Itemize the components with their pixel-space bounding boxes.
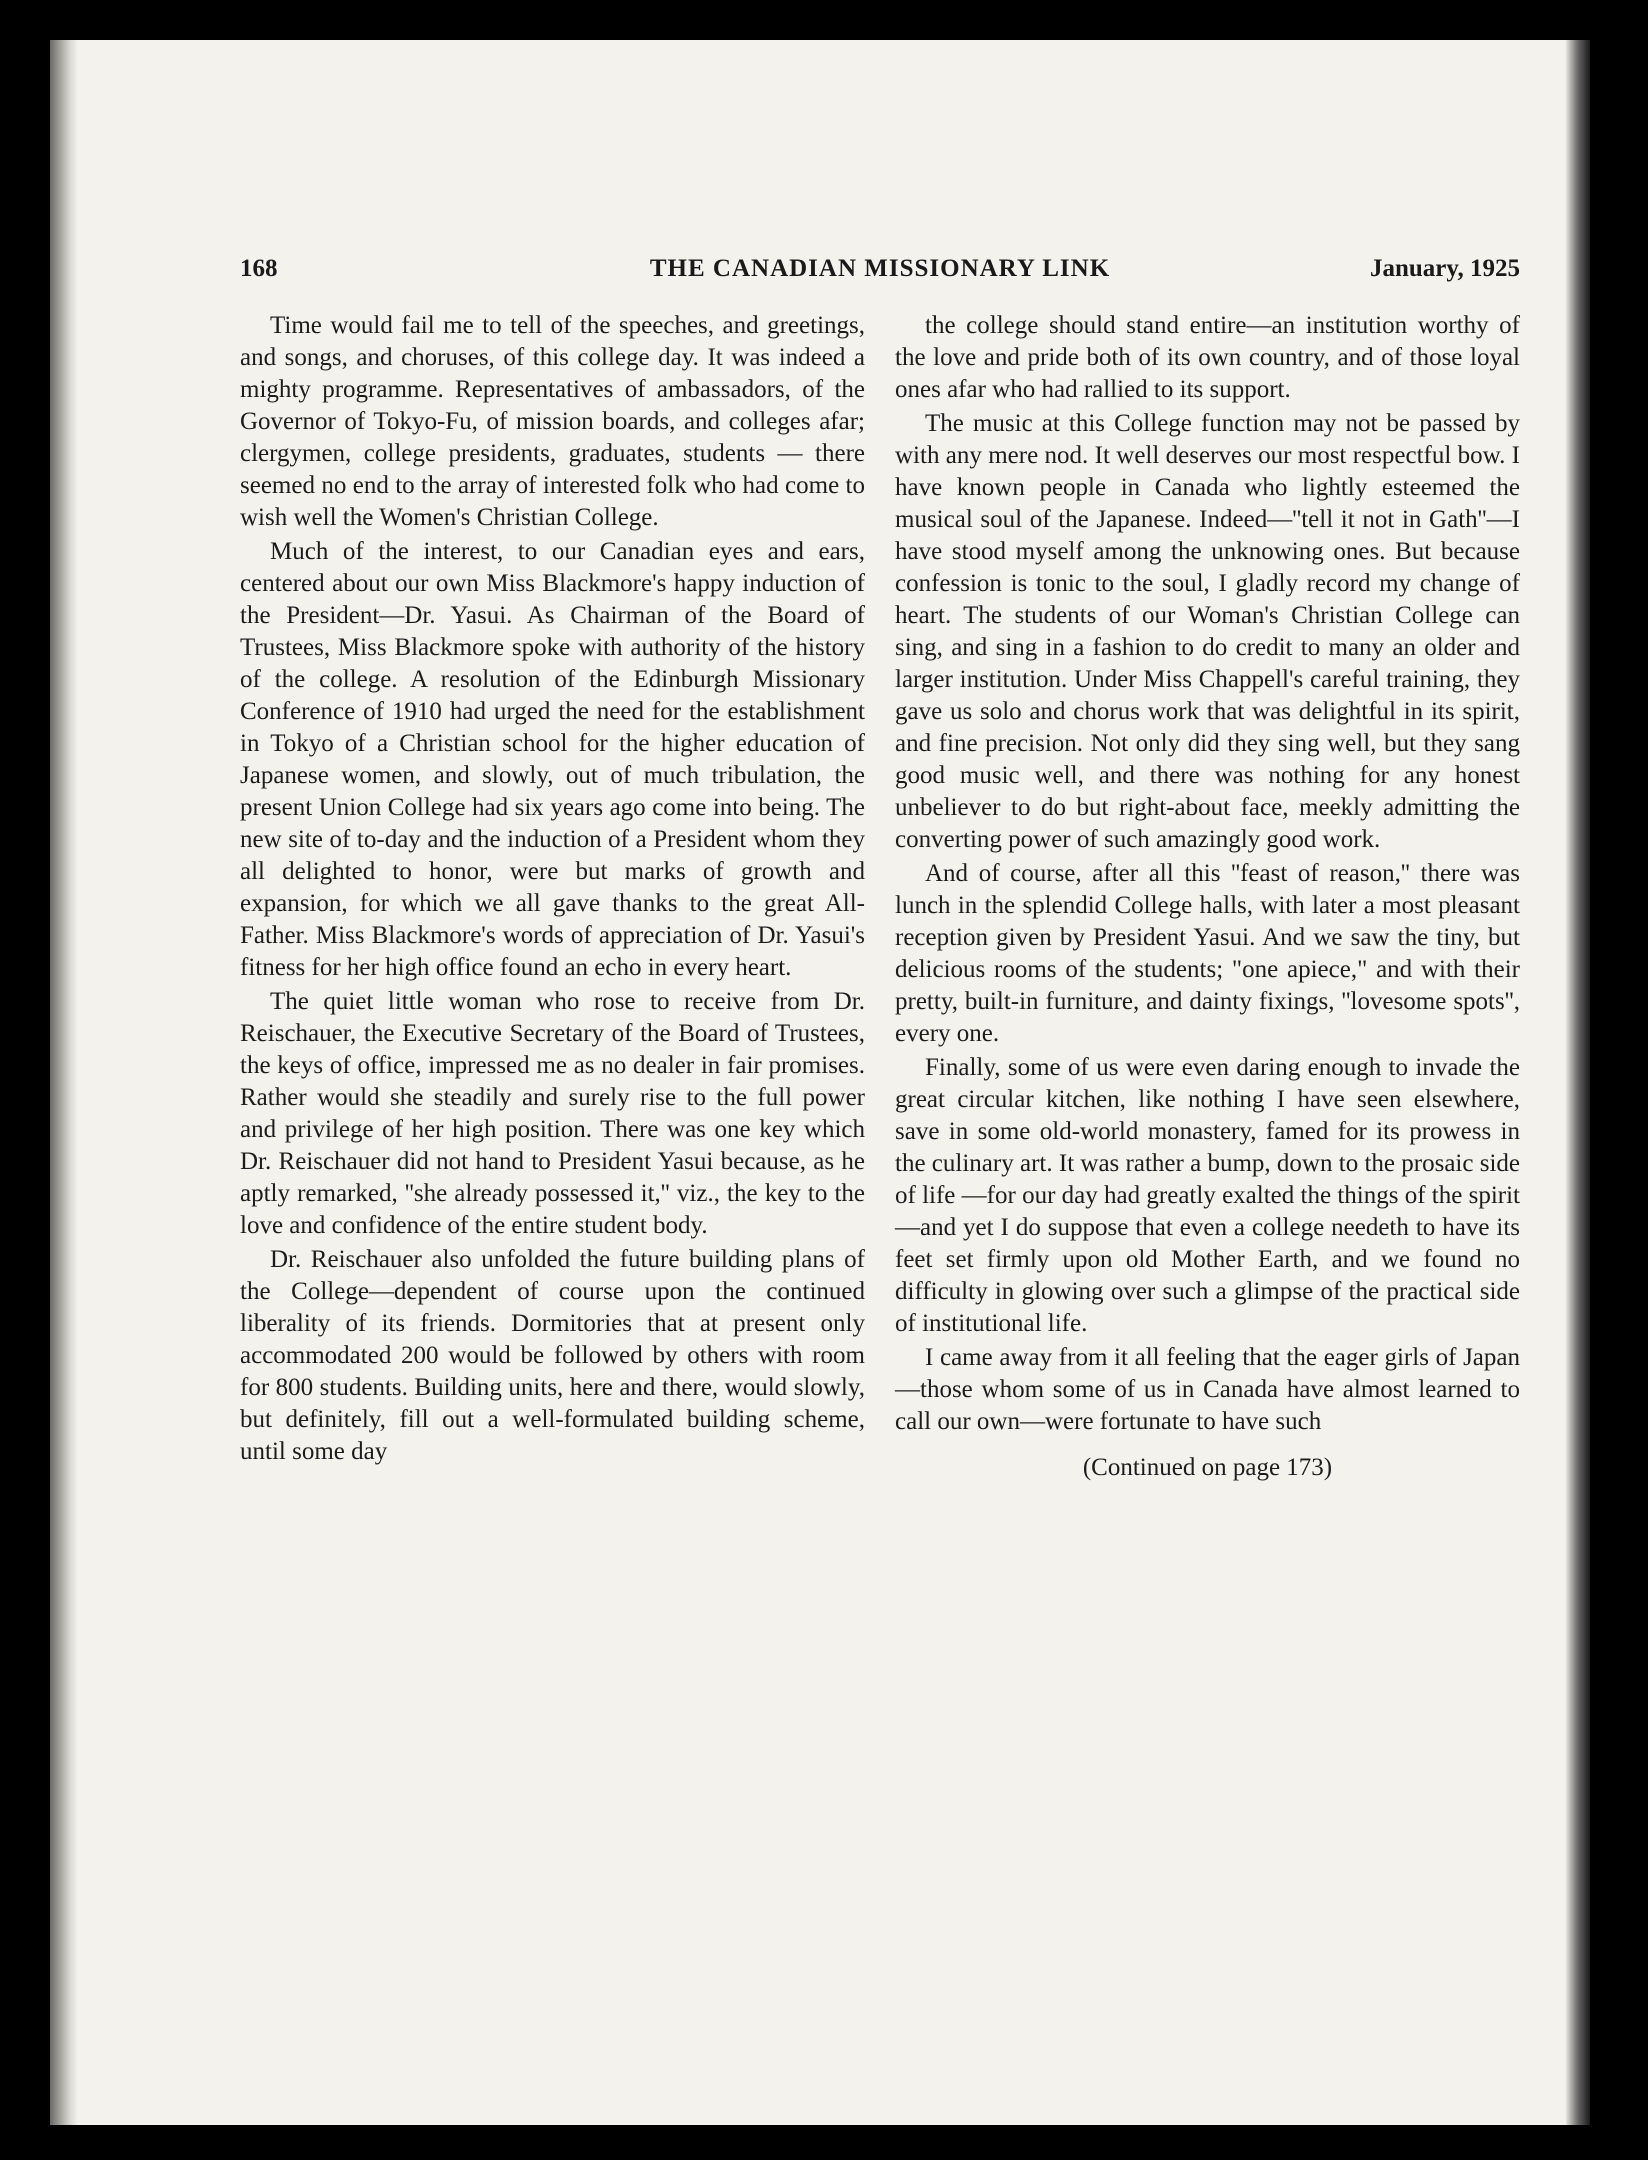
paragraph: And of course, after all this ''feast of reason,'' there was lunch in the splendid College halls, with later a most pleasant reception given by President Yasui. And we saw the tiny, but delicious rooms of the students; "one apiece," and with their pretty, built-in furniture, and dainty fixings, ''lovesome spots'', every one. xyxy=(895,860,1520,1047)
paragraph: Finally, some of us were even daring enough to invade the great circular kitchen, like nothing I have seen elsewhere, save in some old-world monastery, famed for its prowess in the culinary art. It was rather a bump, down to the prosaic side of life —for our day had greatly exalted the things of the spirit—and yet I do suppose that even a college needeth to have its feet set firmly upon old Mother Earth, and we found no difficulty in glowing over such a glimpse of the practical side of institutional life. xyxy=(895,1054,1520,1337)
paragraph: the college should stand entire—an institution worthy of the love and pride both of its own country, and of those loyal ones afar who had rallied to its support. xyxy=(895,312,1520,403)
paragraph: I came away from it all feeling that the eager girls of Japan—those whom some of us in Canada have almost learned to call our own—were fortunate to have such xyxy=(895,1344,1520,1435)
right-column xyxy=(895,310,1520,1486)
continued-note: (Continued on page 173) xyxy=(1082,1454,1333,1481)
scanned-page xyxy=(50,40,1590,2125)
paragraph: Much of the interest, to our Canadian eyes and ears, centered about our own Miss Blackmore's happy induction of the President—Dr. Yasui. As Chairman of the Board of Trustees, Miss Blackmore spoke with authority of the history of the college. A resolution of the Edinburgh Missionary Conference of 1910 had urged the need for the establishment in Tokyo of a Christian school for the higher education of Japanese women, and slowly, out of much tribulation, the present Union College had six years ago come into being. The new site of to-day and the induction of a President whom they all delighted to honor, were but marks of growth and expansion, for which we all gave thanks to the great All-Father. Miss Blackmore's words of appreciation of Dr. Yasui's fitness for her high office found an echo in every heart. xyxy=(240,538,865,981)
running-head xyxy=(240,255,1520,295)
paragraph: The quiet little woman who rose to receive from Dr. Reischauer, the Executive Secretary of the Board of Trustees, the keys of office, impressed me as no dealer in fair promises. Rather would she steadily and surely rise to the full power and privilege of her high position. There was one key which Dr. Reischauer did not hand to President Yasui because, as he aptly remarked, ''she already possessed it,'' viz., the key to the love and confidence of the entire student body. xyxy=(240,988,865,1239)
left-column xyxy=(240,310,865,1470)
paragraph: Dr. Reischauer also unfolded the future building plans of the College—dependent of course upon the continued liberality of its friends. Dormitories that at present only accommodated 200 would be followed by others with room for 800 students. Building units, here and there, would slowly, but definitely, fill out a well-formulated building scheme, until some day xyxy=(240,1246,865,1465)
journal-title: THE CANADIAN MISSIONARY LINK xyxy=(649,255,1111,282)
page-number: 168 xyxy=(240,255,278,282)
paragraph: Time would fail me to tell of the speeches, and greetings, and songs, and choruses, of this college day. It was indeed a mighty programme. Representatives of ambassadors, of the Governor of Tokyo-Fu, of mission boards, and colleges afar; clergymen, college presidents, graduates, students — there seemed no end to the array of interested folk who had come to wish well the Women's Christian College. xyxy=(240,312,865,531)
facing-page-edge xyxy=(1566,40,1590,2125)
binding-shadow xyxy=(50,40,78,2125)
issue-date: January, 1925 xyxy=(1369,255,1520,282)
paragraph: The music at this College function may not be passed by with any mere nod. It well deserves our most respectful bow. I have known people in Canada who lightly esteemed the musical soul of the Japanese. Indeed—''tell it not in Gath''—I have stood myself among the unknowing ones. But because confession is tonic to the soul, I gladly record my change of heart. The students of our Woman's Christian College can sing, and sing in a fashion to do credit to many an older and larger institution. Under Miss Chappell's careful training, they gave us solo and chorus work that was delightful in its spirit, and fine precision. Not only did they sing well, but they sang good music well, and there was nothing for any honest unbeliever to do but right-about face, meekly admitting the converting power of such amazingly good work. xyxy=(895,410,1520,853)
